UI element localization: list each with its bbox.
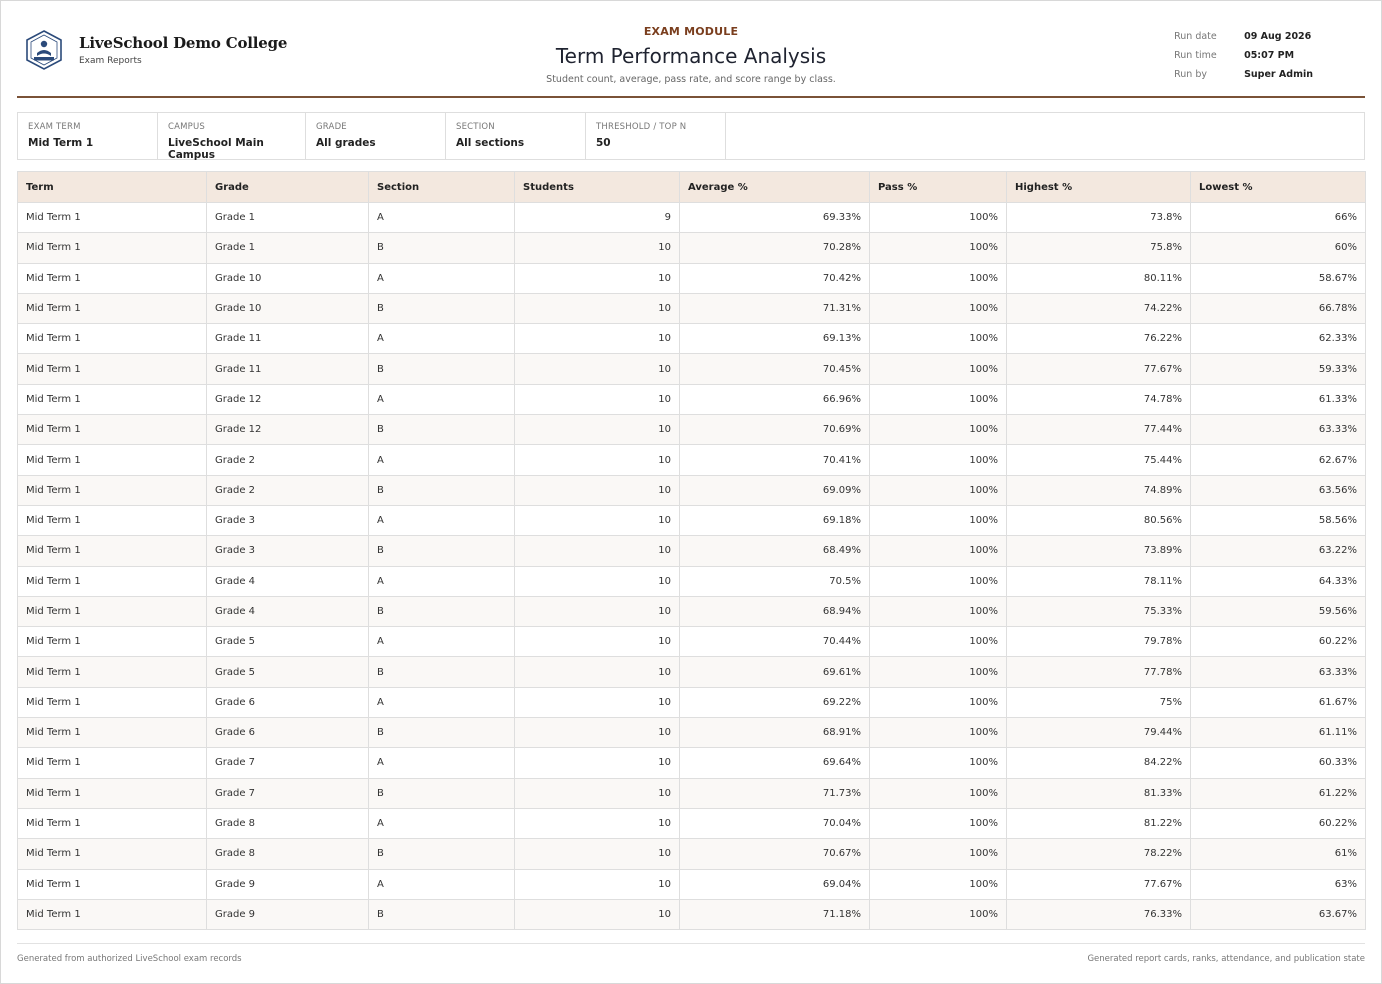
table-cell: Mid Term 1 <box>18 475 207 505</box>
table-cell: 63.67% <box>1191 899 1366 929</box>
table-cell: 69.13% <box>680 324 870 354</box>
table-cell: 100% <box>870 596 1007 626</box>
table-cell: 84.22% <box>1007 748 1191 778</box>
table-cell: Grade 2 <box>207 475 369 505</box>
filter-bar <box>17 112 1365 160</box>
table-row <box>18 293 1366 323</box>
table-cell: 80.11% <box>1007 263 1191 293</box>
table-row <box>18 384 1366 414</box>
table-cell: 70.67% <box>680 839 870 869</box>
table-row <box>18 627 1366 657</box>
run-label: Run by <box>1174 69 1207 80</box>
table-cell: 61.22% <box>1191 778 1366 808</box>
report-footer <box>17 943 1365 964</box>
table-cell: 70.44% <box>680 627 870 657</box>
table-row <box>18 354 1366 384</box>
filter-threshold <box>586 113 726 159</box>
table-cell: 58.67% <box>1191 263 1366 293</box>
table-cell: 100% <box>870 384 1007 414</box>
college-name: LiveSchool Demo College <box>79 34 288 52</box>
table-cell: Grade 1 <box>207 203 369 233</box>
table-cell: Grade 5 <box>207 657 369 687</box>
table-cell: 100% <box>870 778 1007 808</box>
table-cell: 77.44% <box>1007 415 1191 445</box>
table-cell: 62.33% <box>1191 324 1366 354</box>
table-cell: 100% <box>870 505 1007 535</box>
table-cell: B <box>369 839 515 869</box>
table-cell: 100% <box>870 687 1007 717</box>
table-cell: Grade 10 <box>207 263 369 293</box>
column-header-grade: Grade <box>207 172 369 203</box>
table-cell: 10 <box>515 566 680 596</box>
table-cell: Grade 8 <box>207 808 369 838</box>
table-row <box>18 233 1366 263</box>
table-cell: 63.22% <box>1191 536 1366 566</box>
column-header-students: Students <box>515 172 680 203</box>
table-cell: 79.44% <box>1007 718 1191 748</box>
table-row <box>18 415 1366 445</box>
table-cell: 63.56% <box>1191 475 1366 505</box>
table-cell: Mid Term 1 <box>18 899 207 929</box>
table-cell: 69.22% <box>680 687 870 717</box>
table-cell: Grade 9 <box>207 869 369 899</box>
table-cell: 60.22% <box>1191 627 1366 657</box>
table-cell: Mid Term 1 <box>18 778 207 808</box>
table-cell: Grade 2 <box>207 445 369 475</box>
table-row <box>18 687 1366 717</box>
table-cell: 68.49% <box>680 536 870 566</box>
table-cell: 66.96% <box>680 384 870 414</box>
page-subtitle: Student count, average, pass rate, and score range by class. <box>546 74 836 85</box>
table-cell: 100% <box>870 293 1007 323</box>
table-cell: 100% <box>870 324 1007 354</box>
table-cell: Grade 11 <box>207 354 369 384</box>
table-cell: 100% <box>870 566 1007 596</box>
table-cell: 60.33% <box>1191 748 1366 778</box>
table-cell: 70.04% <box>680 808 870 838</box>
table-cell: 61% <box>1191 839 1366 869</box>
table-cell: 10 <box>515 384 680 414</box>
filter-campus <box>158 113 306 159</box>
footer-right-text: Generated report cards, ranks, attendance, and publication state <box>1087 954 1365 964</box>
table-cell: 75.33% <box>1007 596 1191 626</box>
table-cell: Grade 5 <box>207 627 369 657</box>
table-row <box>18 748 1366 778</box>
table-row <box>18 324 1366 354</box>
table-cell: 9 <box>515 203 680 233</box>
table-cell: Grade 6 <box>207 718 369 748</box>
filter-label: EXAM TERM <box>28 122 81 132</box>
column-header-term: Term <box>18 172 207 203</box>
table-cell: Mid Term 1 <box>18 293 207 323</box>
column-header-average: Average % <box>680 172 870 203</box>
table-cell: A <box>369 687 515 717</box>
table-cell: 71.73% <box>680 778 870 808</box>
table-cell: 61.67% <box>1191 687 1366 717</box>
filter-value: LiveSchool Main Campus <box>168 137 264 161</box>
run-by-row <box>1174 65 1313 84</box>
table-cell: Mid Term 1 <box>18 263 207 293</box>
table-cell: 75.8% <box>1007 233 1191 263</box>
run-time-row <box>1174 46 1313 65</box>
table-cell: 79.78% <box>1007 627 1191 657</box>
table-cell: 100% <box>870 233 1007 263</box>
table-cell: 10 <box>515 899 680 929</box>
table-cell: 100% <box>870 899 1007 929</box>
table-cell: Grade 4 <box>207 566 369 596</box>
table-cell: Mid Term 1 <box>18 869 207 899</box>
table-cell: 64.33% <box>1191 566 1366 596</box>
table-cell: A <box>369 869 515 899</box>
table-cell: 77.67% <box>1007 354 1191 384</box>
table-cell: 69.04% <box>680 869 870 899</box>
filter-label: THRESHOLD / TOP N <box>596 122 687 132</box>
table-cell: 10 <box>515 718 680 748</box>
table-cell: 81.22% <box>1007 808 1191 838</box>
table-cell: Mid Term 1 <box>18 233 207 263</box>
page-title: Term Performance Analysis <box>555 44 827 68</box>
table-cell: 69.33% <box>680 203 870 233</box>
table-cell: 100% <box>870 718 1007 748</box>
table-cell: B <box>369 233 515 263</box>
table-cell: 66.78% <box>1191 293 1366 323</box>
table-cell: Mid Term 1 <box>18 566 207 596</box>
table-cell: A <box>369 505 515 535</box>
table-cell: 76.33% <box>1007 899 1191 929</box>
performance-table <box>17 171 1366 930</box>
table-cell: Mid Term 1 <box>18 324 207 354</box>
table-cell: 80.56% <box>1007 505 1191 535</box>
filter-label: GRADE <box>316 122 347 132</box>
table-cell: 63.33% <box>1191 657 1366 687</box>
table-cell: 100% <box>870 354 1007 384</box>
run-value: 05:07 PM <box>1244 50 1295 61</box>
table-cell: 81.33% <box>1007 778 1191 808</box>
table-cell: 10 <box>515 657 680 687</box>
table-cell: 100% <box>870 748 1007 778</box>
table-cell: 62.67% <box>1191 445 1366 475</box>
table-cell: 10 <box>515 596 680 626</box>
filter-section <box>446 113 586 159</box>
brand-subtitle: Exam Reports <box>79 56 142 66</box>
table-row <box>18 596 1366 626</box>
table-cell: 59.33% <box>1191 354 1366 384</box>
table-cell: Mid Term 1 <box>18 505 207 535</box>
table-cell: 10 <box>515 324 680 354</box>
run-info <box>1174 27 1313 84</box>
table-cell: Mid Term 1 <box>18 354 207 384</box>
table-cell: Mid Term 1 <box>18 415 207 445</box>
table-cell: Mid Term 1 <box>18 718 207 748</box>
table-cell: 69.09% <box>680 475 870 505</box>
table-cell: A <box>369 203 515 233</box>
table-cell: Mid Term 1 <box>18 384 207 414</box>
module-label: EXAM MODULE <box>643 25 739 38</box>
table-cell: Grade 1 <box>207 233 369 263</box>
table-cell: 100% <box>870 536 1007 566</box>
table-cell: 10 <box>515 233 680 263</box>
table-cell: A <box>369 627 515 657</box>
table-cell: 60.22% <box>1191 808 1366 838</box>
table-cell: A <box>369 324 515 354</box>
table-cell: 70.45% <box>680 354 870 384</box>
column-header-pass: Pass % <box>870 172 1007 203</box>
table-cell: 74.22% <box>1007 293 1191 323</box>
table-cell: Grade 12 <box>207 384 369 414</box>
table-cell: 71.18% <box>680 899 870 929</box>
table-row <box>18 778 1366 808</box>
table-cell: B <box>369 596 515 626</box>
table-cell: 70.69% <box>680 415 870 445</box>
table-cell: 10 <box>515 445 680 475</box>
table-body <box>18 203 1366 930</box>
table-row <box>18 899 1366 929</box>
table-row <box>18 566 1366 596</box>
table-cell: B <box>369 293 515 323</box>
table-cell: A <box>369 808 515 838</box>
table-cell: A <box>369 263 515 293</box>
table-cell: 78.22% <box>1007 839 1191 869</box>
table-cell: Mid Term 1 <box>18 445 207 475</box>
table-cell: Mid Term 1 <box>18 839 207 869</box>
table-cell: 10 <box>515 415 680 445</box>
filter-value: 50 <box>596 137 611 149</box>
table-cell: Mid Term 1 <box>18 748 207 778</box>
table-cell: 59.56% <box>1191 596 1366 626</box>
table-cell: Mid Term 1 <box>18 536 207 566</box>
table-cell: 77.67% <box>1007 869 1191 899</box>
table-cell: 10 <box>515 505 680 535</box>
table-cell: Grade 11 <box>207 324 369 354</box>
table-cell: Mid Term 1 <box>18 687 207 717</box>
table-cell: 76.22% <box>1007 324 1191 354</box>
table-cell: Grade 3 <box>207 505 369 535</box>
table-row <box>18 445 1366 475</box>
run-value: 09 Aug 2026 <box>1244 31 1312 42</box>
table-cell: B <box>369 657 515 687</box>
table-cell: A <box>369 566 515 596</box>
table-cell: 100% <box>870 415 1007 445</box>
table-row <box>18 808 1366 838</box>
table-cell: 69.61% <box>680 657 870 687</box>
table-cell: 10 <box>515 627 680 657</box>
table-cell: 100% <box>870 627 1007 657</box>
table-cell: 74.89% <box>1007 475 1191 505</box>
filter-value: Mid Term 1 <box>28 137 94 149</box>
table-row <box>18 263 1366 293</box>
table-row <box>18 203 1366 233</box>
filter-value: All sections <box>456 137 525 149</box>
table-cell: 61.33% <box>1191 384 1366 414</box>
table-cell: 70.28% <box>680 233 870 263</box>
table-cell: 10 <box>515 293 680 323</box>
column-header-lowest: Lowest % <box>1191 172 1366 203</box>
table-cell: A <box>369 748 515 778</box>
table-cell: 68.91% <box>680 718 870 748</box>
table-cell: Grade 4 <box>207 596 369 626</box>
table-cell: Grade 10 <box>207 293 369 323</box>
table-cell: 100% <box>870 203 1007 233</box>
table-cell: 63.33% <box>1191 415 1366 445</box>
table-cell: B <box>369 718 515 748</box>
table-cell: B <box>369 354 515 384</box>
table-cell: 69.18% <box>680 505 870 535</box>
table-cell: 69.64% <box>680 748 870 778</box>
table-cell: 100% <box>870 475 1007 505</box>
table-cell: Mid Term 1 <box>18 203 207 233</box>
table-cell: 73.89% <box>1007 536 1191 566</box>
table-cell: Mid Term 1 <box>18 808 207 838</box>
run-label: Run time <box>1174 50 1217 61</box>
table-cell: 75% <box>1007 687 1191 717</box>
filter-label: SECTION <box>456 122 495 132</box>
table-cell: 68.94% <box>680 596 870 626</box>
table-cell: 78.11% <box>1007 566 1191 596</box>
table-row <box>18 718 1366 748</box>
table-cell: 100% <box>870 657 1007 687</box>
table-cell: 75.44% <box>1007 445 1191 475</box>
table-cell: 58.56% <box>1191 505 1366 535</box>
table-cell: 74.78% <box>1007 384 1191 414</box>
table-row <box>18 869 1366 899</box>
table-cell: 10 <box>515 748 680 778</box>
table-cell: 10 <box>515 354 680 384</box>
table-cell: 61.11% <box>1191 718 1366 748</box>
table-cell: B <box>369 899 515 929</box>
table-cell: Mid Term 1 <box>18 627 207 657</box>
table-cell: Grade 9 <box>207 899 369 929</box>
table-cell: 70.5% <box>680 566 870 596</box>
table-cell: 10 <box>515 869 680 899</box>
table-cell: Grade 12 <box>207 415 369 445</box>
filter-label: CAMPUS <box>168 122 206 132</box>
filter-value: All grades <box>316 137 376 149</box>
table-cell: 10 <box>515 536 680 566</box>
column-header-section: Section <box>369 172 515 203</box>
table-cell: A <box>369 445 515 475</box>
table-cell: 10 <box>515 778 680 808</box>
table-row <box>18 475 1366 505</box>
table-cell: 100% <box>870 808 1007 838</box>
table-cell: Grade 8 <box>207 839 369 869</box>
table-cell: 63% <box>1191 869 1366 899</box>
table-cell: 100% <box>870 869 1007 899</box>
table-cell: 60% <box>1191 233 1366 263</box>
table-cell: 10 <box>515 475 680 505</box>
table-cell: 70.42% <box>680 263 870 293</box>
table-cell: Mid Term 1 <box>18 657 207 687</box>
table-cell: 100% <box>870 445 1007 475</box>
run-label: Run date <box>1174 31 1217 42</box>
table-cell: Grade 3 <box>207 536 369 566</box>
report-header <box>17 1 1365 98</box>
table-cell: Mid Term 1 <box>18 596 207 626</box>
table-row <box>18 505 1366 535</box>
table-cell: 10 <box>515 839 680 869</box>
table-cell: 100% <box>870 839 1007 869</box>
table-cell: B <box>369 415 515 445</box>
table-cell: B <box>369 778 515 808</box>
table-cell: B <box>369 475 515 505</box>
table-cell: B <box>369 536 515 566</box>
table-cell: 10 <box>515 808 680 838</box>
table-cell: 66% <box>1191 203 1366 233</box>
title-block <box>17 25 1365 85</box>
filter-exam-term <box>18 113 158 159</box>
table-cell: 10 <box>515 263 680 293</box>
table-row <box>18 839 1366 869</box>
table-cell: 70.41% <box>680 445 870 475</box>
table-cell: Grade 7 <box>207 748 369 778</box>
table-cell: 77.78% <box>1007 657 1191 687</box>
table-cell: Grade 6 <box>207 687 369 717</box>
column-header-highest: Highest % <box>1007 172 1191 203</box>
table-cell: 100% <box>870 263 1007 293</box>
run-date-row <box>1174 27 1313 46</box>
table-row <box>18 536 1366 566</box>
filter-grade <box>306 113 446 159</box>
table-row <box>18 657 1366 687</box>
table-cell: Grade 7 <box>207 778 369 808</box>
table-cell: 73.8% <box>1007 203 1191 233</box>
table-cell: 10 <box>515 687 680 717</box>
run-value: Super Admin <box>1244 69 1313 80</box>
footer-left-text: Generated from authorized LiveSchool exam records <box>17 954 242 964</box>
table-cell: 71.31% <box>680 293 870 323</box>
table-header-row <box>18 172 1366 203</box>
table-cell: A <box>369 384 515 414</box>
